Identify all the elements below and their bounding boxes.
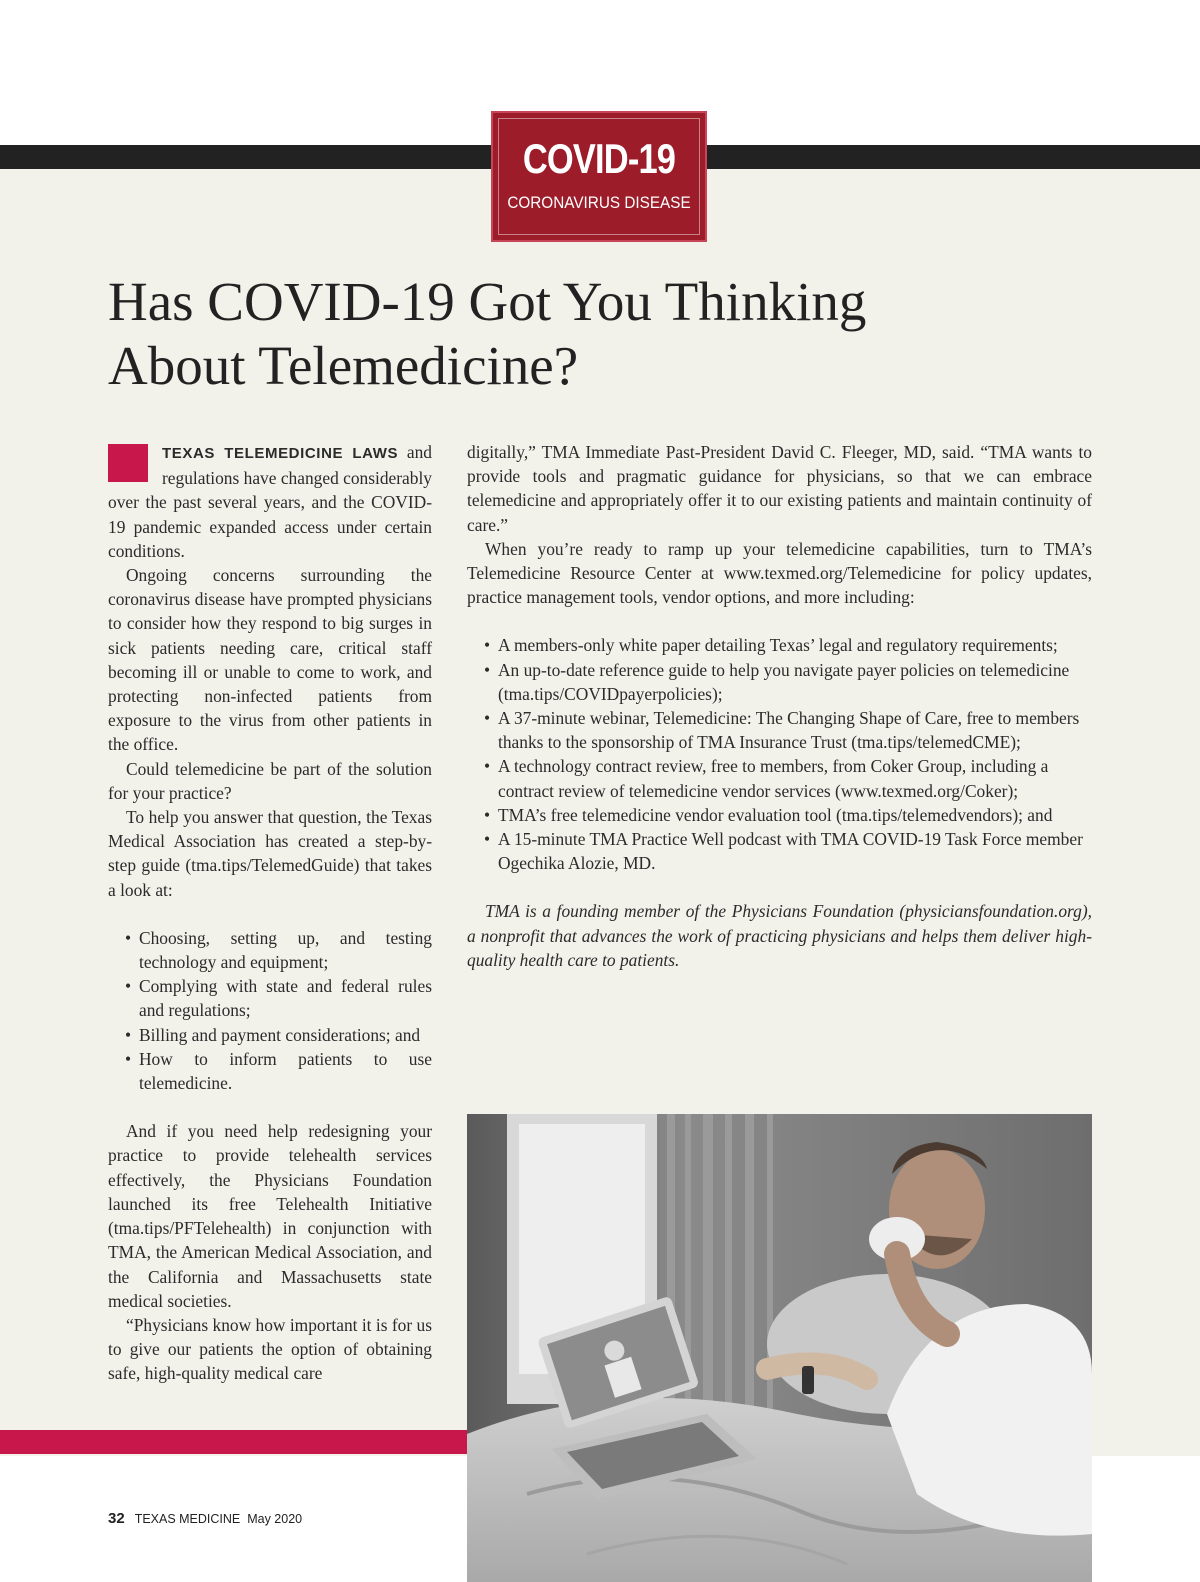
list-item: • An up-to-date reference guide to help you navigate payer policies on telemedicine (tma.tips/COVIDpayerpolicies); [467,658,1092,706]
body-paragraph: Ongoing concerns surrounding the coronavirus disease have prompted physicians to consider how they respond to big surges in sick patients needing care, critical staff becoming ill or unable to come to work, and protecting non-infected patients from exposure to the virus from other patients in the office. [108,565,432,755]
list-item: • Complying with state and federal rules and regulations; [108,974,432,1022]
foundation-note: TMA is a founding member of the Physicians Foundation (physiciansfoundation.org), a nonprofit that advances the work of practicing physicians and helps them deliver high-quality health care to patients. [467,901,1092,970]
list-item: • Billing and payment considerations; and [108,1023,432,1047]
headline-line-1: Has COVID-19 Got You Thinking [108,271,867,332]
list-item: • TMA’s free telemedicine vendor evaluation tool (tma.tips/telemedvendors); and [467,803,1092,827]
body-paragraph: To help you answer that question, the Texas Medical Association has created a step-by-step guide (tma.tips/TelemedGuide) that takes a look at: [108,807,432,900]
photo-illustration [467,1114,1092,1582]
page-folio [108,1510,302,1527]
list-item: • A members-only white paper detailing Texas’ legal and regulatory requirements; [467,633,1092,657]
lead-paragraph [108,440,432,563]
left-column [108,440,432,1386]
badge-subtitle: CORONAVIRUS DISEASE [507,193,691,212]
lead-caps: TEXAS TELEMEDICINE LAWS [162,445,399,462]
headline-line-2: About Telemedicine? [108,335,579,396]
list-item: • A technology contract review, free to members, from Coker Group, including a contract review of telemedicine vendor services (www.texmed.org/Coker); [467,754,1092,802]
right-column [467,440,1092,972]
issue-date: May 2020 [247,1512,303,1526]
covid-badge [491,111,707,242]
body-paragraph: digitally,” TMA Immediate Past-President David C. Fleeger, MD, said. “TMA wants to provide tools and pragmatic guidance for physicians, so that we can embrace telemedicine and appropriately offer it to our existing patients and maintain continuity of care.” [467,442,1092,535]
list-item: • A 37-minute webinar, Telemedicine: The Changing Shape of Care, free to members thanks to the sponsorship of TMA Insurance Trust (tma.tips/telemedCME); [467,706,1092,754]
body-paragraph: And if you need help redesigning your practice to provide telehealth services effectively, the Physicians Foundation launched its free Telehealth Initiative (tma.tips/PFTelehealth) in conjunction with TMA, the American Medical Association, and the California and Massachusetts state medical societies. [108,1121,432,1311]
body-paragraph: “Physicians know how important it is for us to give our patients the option of obtaining safe, high-quality medical care [108,1314,432,1384]
list-item: • Choosing, setting up, and testing technology and equipment; [108,926,432,974]
sick-man-telemedicine-photo [467,1114,1092,1582]
guide-topics-list [108,926,432,1095]
body-paragraph: Could telemedicine be part of the solution for your practice? [108,758,432,803]
list-item: • A 15-minute TMA Practice Well podcast with TMA COVID-19 Task Force member Ogechika Alozie, MD. [467,827,1092,875]
badge-title: COVID-19 [522,135,676,182]
accent-bar [0,1430,470,1454]
lead-text: and regulations have changed considerably over the past several years, and the COVID-19 pandemic expanded access under certain conditions. [108,442,432,561]
drop-square-icon [108,444,148,482]
page-number: 32 [108,1510,125,1527]
article-headline [108,270,1008,398]
list-item: • How to inform patients to use telemedicine. [108,1047,432,1095]
publication-name: TEXAS MEDICINE [134,1512,241,1526]
resource-list [467,633,1092,875]
body-paragraph: When you’re ready to ramp up your telemedicine capabilities, turn to TMA’s Telemedicine Resource Center at www.texmed.org/Telemedicine for policy updates, practice management tools, vendor options, and more including: [467,538,1092,608]
